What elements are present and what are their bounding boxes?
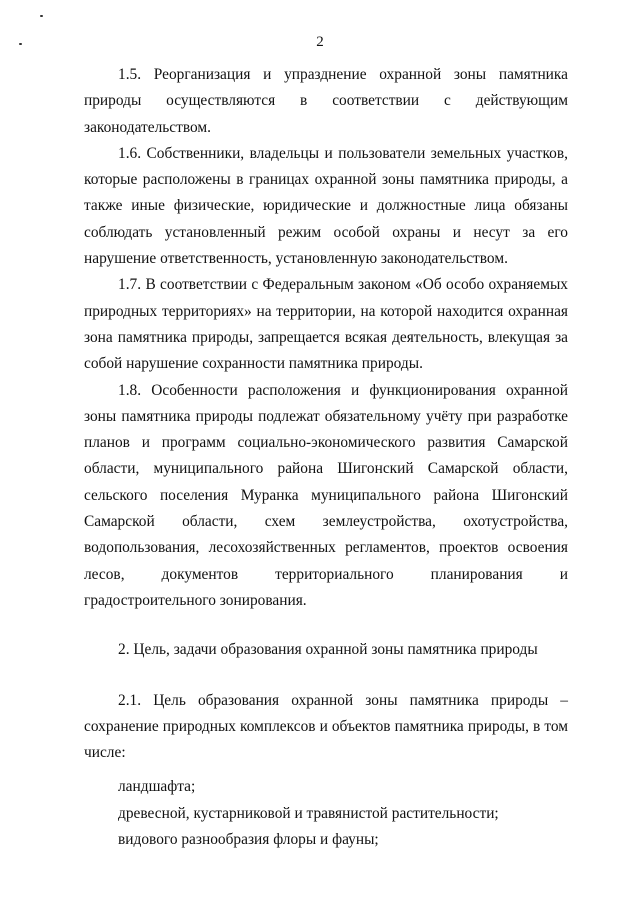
paragraph-1-7: 1.7. В соответствии с Федеральным законом «Об особо охраняемых природных территориях» на территории, на которой находится охранная зона памятника природы, запрещается всякая деятельность, влекущая за собой нарушение сохранности памятника природы. [84,276,568,373]
paragraph-1-5: 1.5. Реорганизация и упразднение охранной зоны памятника природы осуществляются в соответствии с действующим законодательством. [84,66,568,136]
section-heading: 2. Цель, задачи образования охранной зоны памятника природы [118,641,538,659]
list-item: видового разнообразия флоры и фауны; [118,831,379,849]
page-number: 2 [316,34,324,50]
paragraph-2-1: 2.1. Цель образования охранной зоны памятника природы – сохранение природных комплексов и объектов памятника природы, в том числе: [84,691,568,762]
scan-speck [40,15,43,17]
list-item: ландшафта; [118,778,196,796]
list-item: древесной, кустарниковой и травянистой растительности; [118,804,499,822]
list [84,774,568,853]
paragraph-1-6: 1.6. Собственники, владельцы и пользователи земельных участков, которые расположены в границах охранной зоны памятника природы, а также иные физические, юридические и должностные лица обязаны соблюдать установленный режим особой охраны и несут за его нарушение ответственность, установленную законодательством. [84,144,568,268]
document-body [84,62,568,853]
paragraph-1-8: 1.8. Особенности расположения и функционирования охранной зоны памятника природы подлежат обязательному учёту при разработке планов и программ социально-экономического развития Самарской области, муниципального района Шигонский Самарской области, сельского поселения Муранка муниципального района Шигонский Самарской области, схем землеустройства, охотустройства, водопользования, лесохозяйственных регламентов, проектов освоения лесов, документов территориального планирования и градостроительного зонирования. [84,381,568,609]
